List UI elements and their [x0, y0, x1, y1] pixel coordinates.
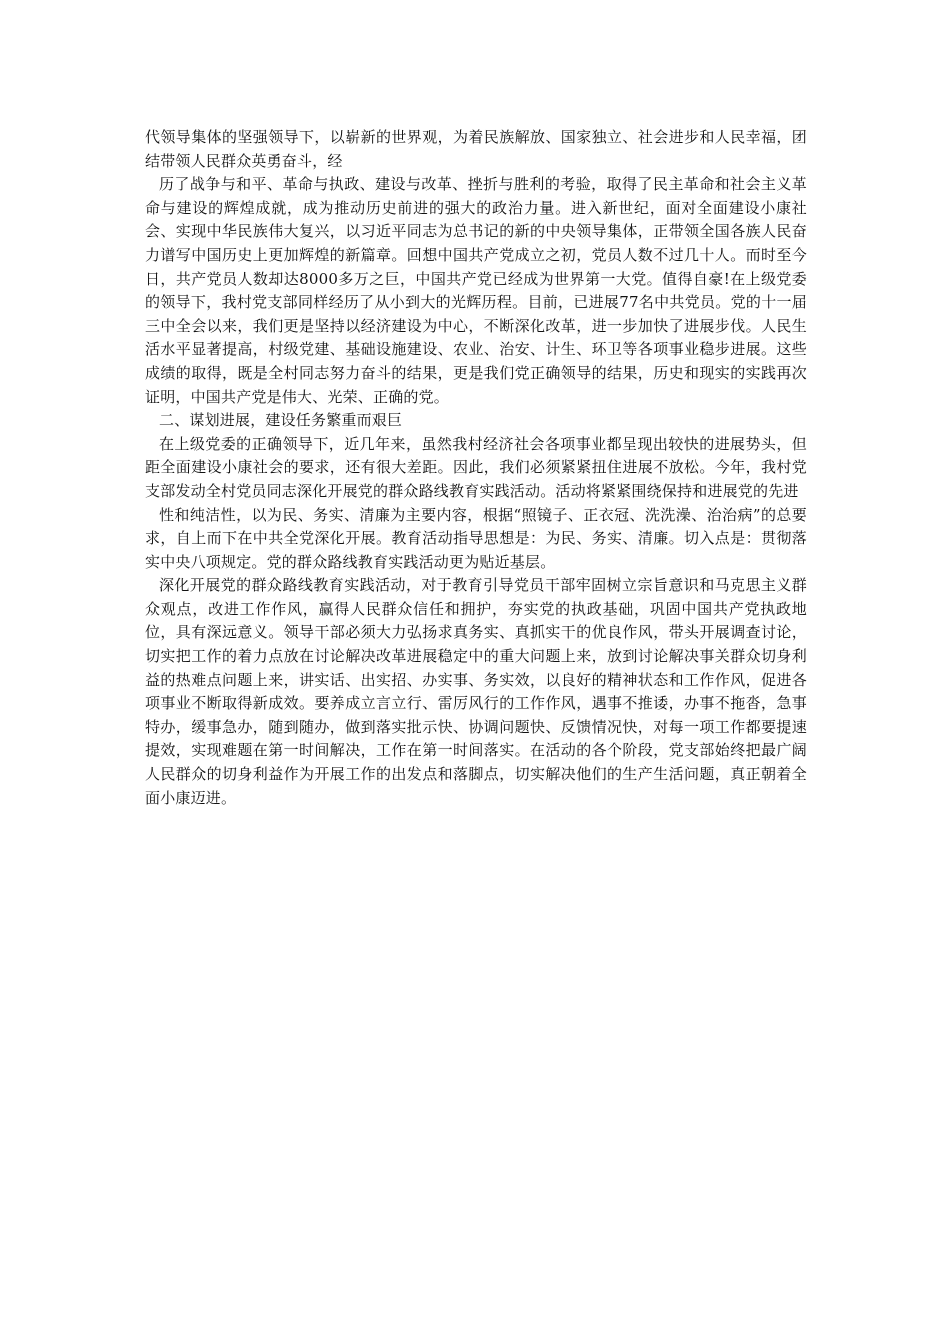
document-page: [145, 126, 807, 810]
section-heading-2: 二、谋划进展，建设任务繁重而艰巨: [159, 411, 403, 430]
paragraph-leadership: 在上级党委的正确领导下，近几年来，虽然我村经济社会各项事业都呈现出较快的进展势头，但距全面建设小康社会的要求，还有很大差距。因此，我们必须紧紧扭住进展不放松。今年，我村党支部发动全村党员同志深化开展党的群众路线教育实践活动。活动将紧紧围绕保持和进展党的先进: [145, 434, 807, 500]
paragraph-continuation-1: 代领导集体的坚强领导下，以崭新的世界观，为着民族解放、国家独立、社会进步和人民幸福，团结带领人民群众英勇奋斗，经: [145, 128, 807, 170]
paragraph-deepening: 深化开展党的群众路线教育实践活动，对于教育引导党员干部牢固树立宗旨意识和马克思主义群众观点，改进工作作风，赢得人民群众信任和拥护，夯实党的执政基础，巩固中国共产党执政地位，具有深远意义。领导干部必须大力弘扬求真务实、真抓实干的优良作风，带头开展调查讨论，切实把工作的着力点放在讨论解决改革进展稳定中的重大问题上来，放到讨论解决事关群众切身利益的热难点问题上来，讲实话、出实招、办实事、务实效，以良好的精神状态和工作作风，促进各项事业不断取得新成效。要养成立言立行、雷厉风行的工作作风，遇事不推诿，办事不拖沓，急事特办，缓事急办，随到随办，做到落实批示快、协调问题快、反馈情况快，对每一项工作都要提速提效，实现难题在第一时间解决，工作在第一时间落实。在活动的各个阶段，党支部始终把最广阔人民群众的切身利益作为开展工作的出发点和落脚点，切实解决他们的生产生活问题，真正朝着全面小康迈进。: [145, 576, 807, 807]
paragraph-history: 历了战争与和平、革命与执政、建设与改革、挫折与胜利的考验，取得了民主革命和社会主义革命与建设的辉煌成就，成为推动历史前进的强大的政治力量。进入新世纪，面对全面建设小康社会、实现中华民族伟大复兴，以习近平同志为总书记的新的中央领导集体，正带领全国各族人民奋力谱写中国历史上更加辉煌的新篇章。回想中国共产党成立之初，党员人数不过几十人。而时至今日，共产党员人数却达8000多万之巨，中国共产党已经成为世界第一大党。值得自豪!在上级党委的领导下，我村党支部同样经历了从小到大的光辉历程。目前，已进展77名中共党员。党的十一届三中全会以来，我们更是坚持以经济建设为中心，不断深化改革，进一步加快了进展步伐。人民生活水平显著提高，村级党建、基础设施建设、农业、治安、计生、环卫等各项事业稳步进展。这些成绩的取得，既是全村同志努力奋斗的结果，更是我们党正确领导的结果，历史和现实的实践再次证明，中国共产党是伟大、光荣、正确的党。: [145, 175, 807, 406]
paragraph-purity: 性和纯洁性，以为民、务实、清廉为主要内容，根据“照镜子、正衣冠、洗洗澡、治治病”的总要求，自上而下在中共全党深化开展。教育活动指导思想是：为民、务实、清廉。切入点是：贯彻落实中央八项规定。党的群众路线教育实践活动更为贴近基层。: [145, 505, 807, 571]
